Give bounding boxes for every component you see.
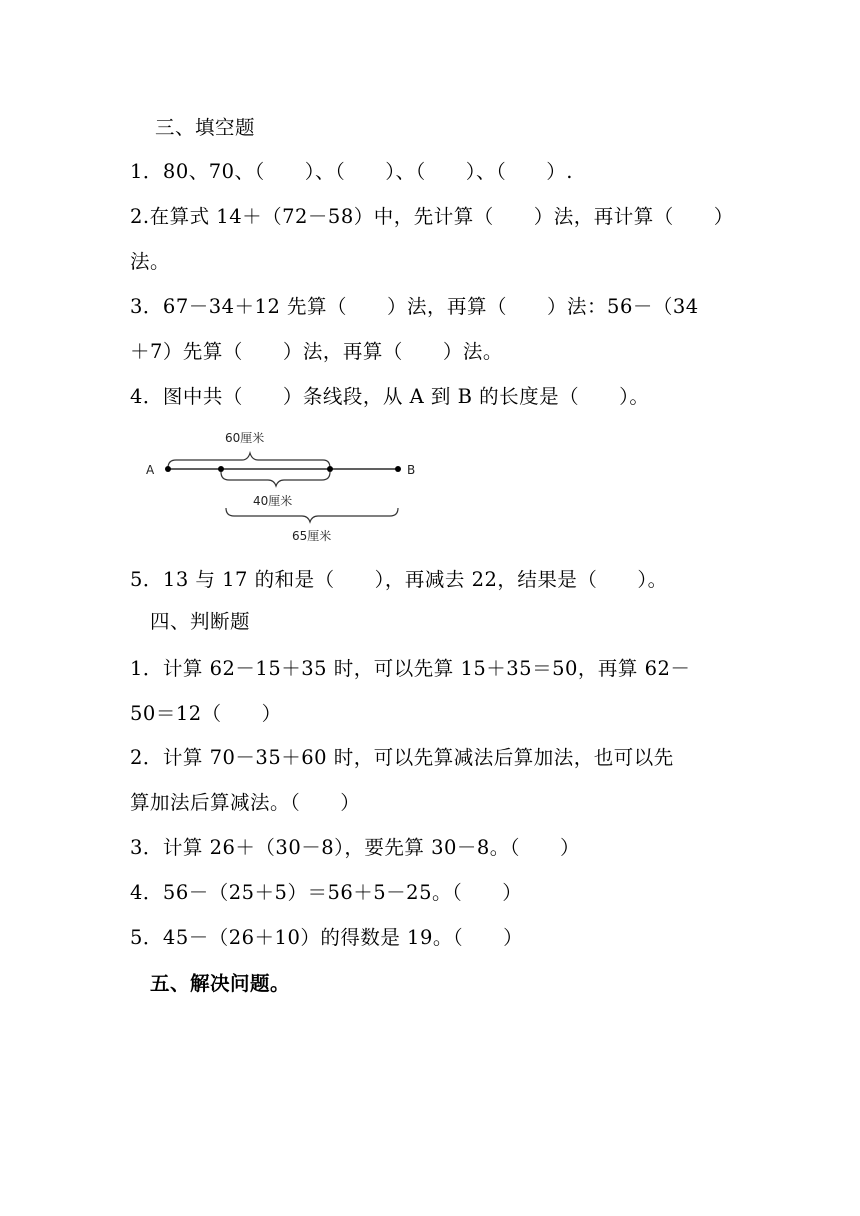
- question-4-3: 3．计算 26＋（30－8），要先算 30－8。（ ）: [130, 836, 581, 859]
- section-3-title: 三、填空题: [155, 116, 256, 139]
- question-4-4: 4．56－（25＋5）＝56＋5－25。（ ）: [130, 881, 523, 904]
- point-b-label: B: [407, 463, 416, 477]
- point-c-dot: [218, 466, 224, 472]
- point-a-dot: [165, 466, 171, 472]
- section-5-title: 五、解决问题。: [150, 972, 291, 995]
- question-4-1-line2: 50＝12（ ）: [130, 702, 282, 725]
- question-3-4: 4．图中共（ ）条线段，从 A 到 B 的长度是（ ）。: [130, 385, 650, 408]
- question-3-3-line1: 3．67－34＋12 先算（ ）法，再算（ ）法：56－（34: [130, 295, 699, 318]
- point-a-label: A: [146, 463, 155, 477]
- question-3-5: 5．13 与 17 的和是（ ），再减去 22，结果是（ ）。: [130, 568, 668, 591]
- label-65cm: 65厘米: [292, 529, 332, 543]
- question-3-3-line2: ＋7）先算（ ）法，再算（ ）法。: [130, 340, 503, 363]
- question-4-5: 5．45－（26＋10）的得数是 19。（ ）: [130, 926, 524, 949]
- question-3-2-line2: 法。: [130, 250, 171, 273]
- question-4-2-line1: 2．计算 70－35＋60 时，可以先算减法后算加法，也可以先: [130, 746, 674, 769]
- brace-65: [226, 508, 398, 522]
- section-4-title: 四、判断题: [150, 610, 251, 633]
- line-segment-diagram: [130, 420, 430, 550]
- point-d-dot: [327, 466, 333, 472]
- label-40cm: 40厘米: [253, 494, 293, 508]
- point-b-dot: [395, 466, 401, 472]
- question-4-1-line1: 1．计算 62－15＋35 时，可以先算 15＋35＝50，再算 62－: [130, 657, 691, 680]
- brace-40: [221, 472, 330, 486]
- question-4-2-line2: 算加法后算减法。（ ）: [130, 791, 361, 814]
- question-3-2-line1: 2.在算式 14＋（72－58）中，先计算（ ）法，再计算（ ）: [130, 205, 734, 228]
- label-60cm: 60厘米: [225, 431, 265, 445]
- brace-60: [168, 453, 330, 468]
- question-3-1: 1．80、70、（ ）、（ ）、（ ）、（ ）.: [130, 160, 573, 183]
